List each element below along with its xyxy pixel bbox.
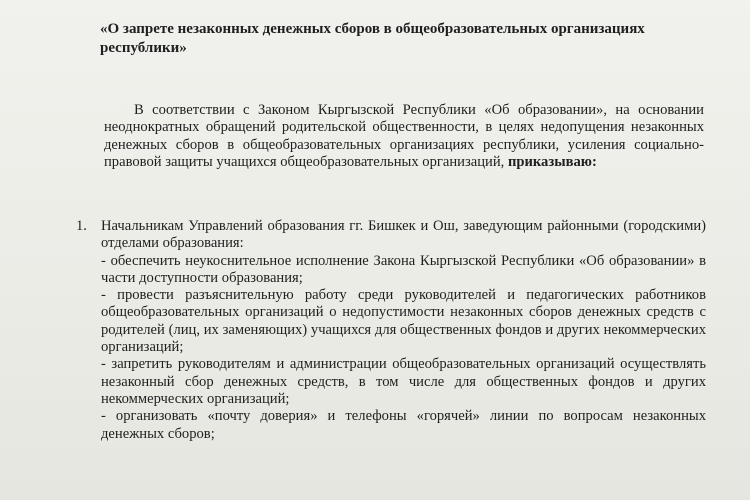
intro-paragraph <box>104 102 704 171</box>
bullet-item: - обеспечить неукоснительное исполнение Закона Кыргызской Республики «Об образовании» в части доступности образования; <box>101 252 706 286</box>
order-list <box>76 218 706 443</box>
order-word: приказываю: <box>507 153 597 170</box>
list-item <box>76 218 706 443</box>
document-title: «О запрете незаконных денежных сборов в общеобразовательных организациях республики» <box>100 21 645 56</box>
item-text: Начальникам Управлений образования гг. Бишкек и Ош, заведующим районными (городскими) отделами образования: <box>101 218 706 252</box>
bullet-item: - запретить руководителям и администрации общеобразовательных организаций осуществлять незаконный сбор денежных средств, в том числе для общественных фондов и других некоммерческих организаций; <box>101 356 706 407</box>
intro-text: В соответствии с Законом Кыргызской Республики «Об образовании», на основании неоднократных обращений родительской общественности, в целях недопущения незаконных денежных сборов в общеобразовательных организациях республики, усиления социально-правовой защиты учащихся общеобразовательных организаций, <box>104 102 704 170</box>
item-number: 1. <box>76 218 87 234</box>
item-body <box>101 218 706 443</box>
bullet-item: - организовать «почту доверия» и телефоны «горячей» линии по вопросам незаконных денежных сборов; <box>101 408 706 442</box>
bullet-item: - провести разъяснительную работу среди руководителей и педагогических работников общеобразовательных организаций о недопустимости незаконных сборов денежных средств с родителей (лиц, их заменяющих) учащихся для общественных фондов и других некоммерческих организаций; <box>101 287 706 356</box>
